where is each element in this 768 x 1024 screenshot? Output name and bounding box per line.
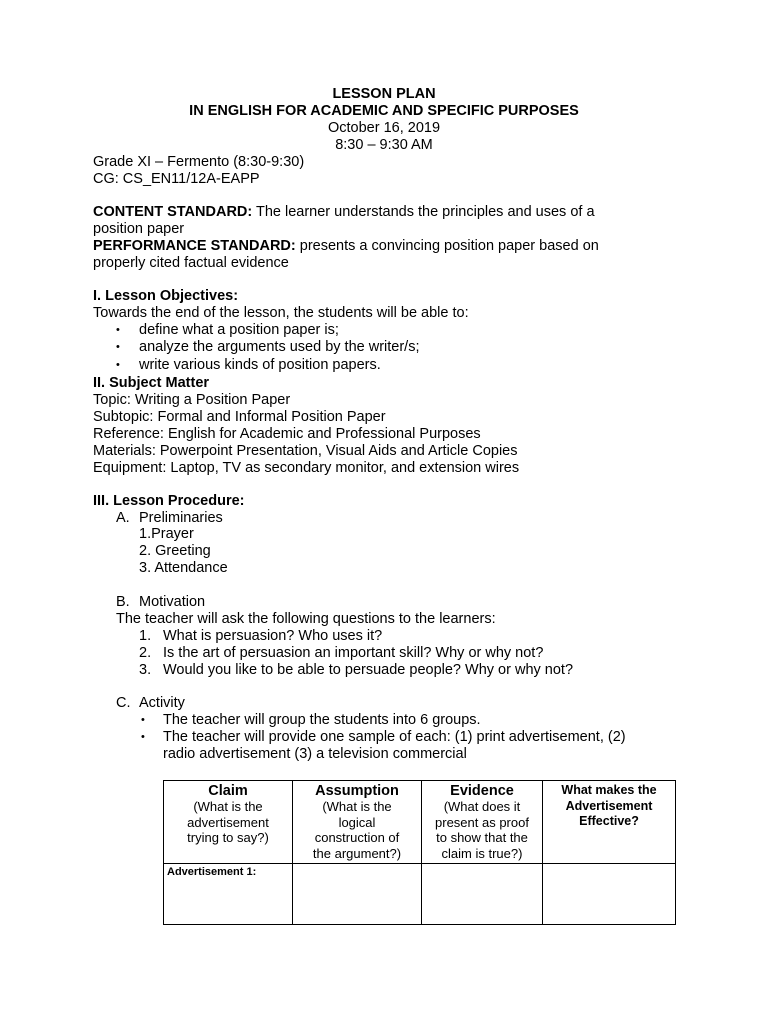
performance-standard-text: presents a convincing position paper based on	[295, 238, 599, 254]
column-header-claim: Claim (What is the advertisement trying to say?)	[164, 781, 293, 864]
section-b-label: B.	[116, 594, 130, 610]
content-standard-text: The learner understands the principles and uses of a	[252, 204, 595, 220]
question-number: 3.	[139, 662, 152, 678]
subject-reference: Reference: English for Academic and Professional Purposes	[93, 426, 481, 442]
column-header-evidence: Evidence (What does it present as proof to show that the claim is true?)	[422, 781, 543, 864]
doc-time: 8:30 – 9:30 AM	[335, 137, 433, 153]
section-c-title: Activity	[139, 695, 185, 711]
section-b-title: Motivation	[139, 594, 206, 610]
objectives-intro: Towards the end of the lesson, the students will be able to:	[93, 305, 469, 321]
table-header-row	[164, 781, 676, 864]
doc-title: LESSON PLAN	[332, 86, 436, 102]
objectives-heading: I. Lesson Objectives:	[93, 288, 239, 304]
bullet-icon: •	[141, 714, 145, 726]
procedure-heading: III. Lesson Procedure:	[93, 493, 245, 509]
performance-standard	[93, 238, 599, 255]
objective-item: write various kinds of position papers.	[139, 357, 381, 373]
motivation-question: Is the art of persuasion an important skill? Why or why not?	[163, 645, 544, 661]
table-cell	[293, 864, 422, 925]
subject-subtopic: Subtopic: Formal and Informal Position Paper	[93, 409, 386, 425]
motivation-intro: The teacher will ask the following questions to the learners:	[116, 611, 496, 627]
section-a-label: A.	[116, 510, 130, 526]
doc-date: October 16, 2019	[327, 120, 441, 136]
content-standard-label: CONTENT STANDARD:	[93, 204, 253, 220]
content-standard	[93, 204, 595, 221]
question-number: 1.	[139, 628, 152, 644]
content-standard-text-2: position paper	[93, 221, 185, 237]
table-cell	[422, 864, 543, 925]
preliminary-item: 2. Greeting	[139, 543, 211, 559]
activity-item: The teacher will provide one sample of each: (1) print advertisement, (2)	[163, 729, 626, 745]
subject-equipment: Equipment: Laptop, TV as secondary monitor, and extension wires	[93, 460, 520, 476]
section-c-label: C.	[116, 695, 131, 711]
table-cell	[543, 864, 676, 925]
subject-topic: Topic: Writing a Position Paper	[93, 392, 291, 408]
objective-item: analyze the arguments used by the writer/s;	[139, 339, 420, 355]
column-header-effective: What makes the Advertisement Effective?	[543, 781, 676, 864]
subject-materials: Materials: Powerpoint Presentation, Visual Aids and Article Copies	[93, 443, 518, 459]
performance-standard-label: PERFORMANCE STANDARD:	[93, 238, 296, 254]
column-header-assumption: Assumption (What is the logical construction of the argument?)	[293, 781, 422, 864]
performance-standard-text-2: properly cited factual evidence	[93, 255, 289, 271]
advertisement-table	[163, 780, 676, 925]
doc-subtitle: IN ENGLISH FOR ACADEMIC AND SPECIFIC PURPOSES	[189, 103, 579, 119]
bullet-icon: •	[116, 341, 120, 353]
motivation-question: Would you like to be able to persuade people? Why or why not?	[163, 662, 574, 678]
objective-item: define what a position paper is;	[139, 322, 339, 338]
preliminary-item: 3. Attendance	[139, 560, 228, 576]
table-row	[164, 864, 676, 925]
bullet-icon: •	[141, 731, 145, 743]
bullet-icon: •	[116, 324, 120, 336]
cg-line: CG: CS_EN11/12A-EAPP	[93, 171, 260, 187]
row-label-advertisement-1: Advertisement 1:	[164, 864, 293, 925]
activity-item-cont: radio advertisement (3) a television commercial	[163, 746, 467, 762]
subject-heading: II. Subject Matter	[93, 375, 210, 391]
preliminary-item: 1.Prayer	[139, 526, 194, 542]
section-a-title: Preliminaries	[139, 510, 223, 526]
grade-line: Grade XI – Fermento (8:30-9:30)	[93, 154, 305, 170]
activity-item: The teacher will group the students into 6 groups.	[163, 712, 481, 728]
bullet-icon: •	[116, 359, 120, 371]
question-number: 2.	[139, 645, 152, 661]
motivation-question: What is persuasion? Who uses it?	[163, 628, 383, 644]
